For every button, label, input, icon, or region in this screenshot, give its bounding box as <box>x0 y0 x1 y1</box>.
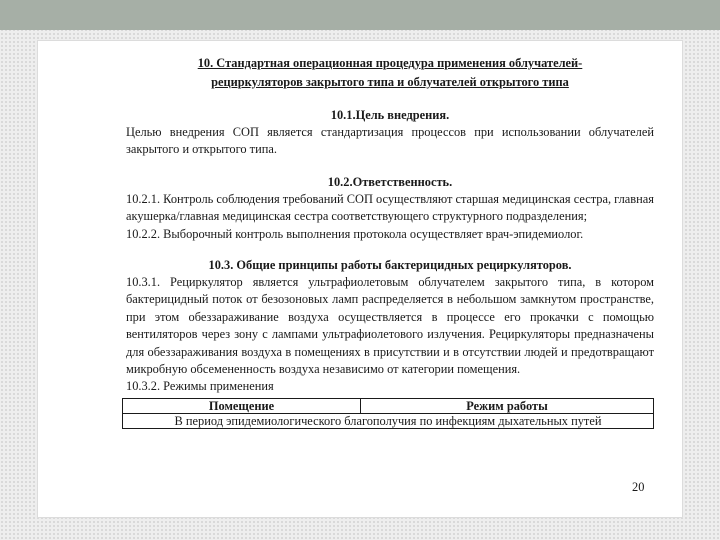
title-line-2: рециркуляторов закрытого типа и облучателей открытого типа <box>211 75 569 89</box>
paragraph-goal: Целью внедрения СОП является стандартизация процессов при использовании облучателей закрытого и открытого типа. <box>126 125 654 157</box>
document-title <box>126 54 654 92</box>
page-number: 20 <box>632 480 645 494</box>
paragraph-10-3-2: 10.3.2. Режимы применения <box>126 379 274 394</box>
title-line-1: 10. Стандартная операционная процедура применения облучателей- <box>197 56 583 70</box>
table-cell-period: В период эпидемиологического благополучия по инфекциям дыхательных путей <box>123 413 654 428</box>
table-row <box>123 413 654 428</box>
document-content <box>126 54 654 429</box>
table-header-row <box>123 398 654 413</box>
top-bar <box>0 0 720 30</box>
paragraph-10-2-1: 10.2.1. Контроль соблюдения требований СОП осуществляют старшая медицинская сестра, главная акушерка/главная медицинская сестра соответствующего структурного подразделения; <box>126 191 654 224</box>
section-heading-responsibility: 10.2.Ответственность. <box>327 174 453 189</box>
document-page <box>37 40 683 518</box>
section-heading-principles: 10.3. Общие принципы работы бактерицидных рециркуляторов. <box>208 258 572 273</box>
modes-table <box>122 398 654 429</box>
section-heading-goal: 10.1.Цель внедрения. <box>330 108 450 122</box>
table-header-mode: Режим работы <box>361 398 654 413</box>
paragraph-10-3-1: 10.3.1. Рециркулятор является ультрафиолетовым облучателем закрытого типа, в котором бактерицидный поток от безозоновых ламп распределяется в небольшом замкнутом пространстве, при этом обеззараживание воздуха осуществляется в процессе его прокачки с помощью вентиляторов через зону с лампами ультрафиолетового излучения. Рециркуляторы предназначены для обеззараживания воздуха в помещениях в присутствии и в отсутствии людей и предотвращают микробную обсемененность воздуха независимо от категории помещения. <box>126 275 654 377</box>
table-header-room: Помещение <box>123 398 361 413</box>
paragraph-10-2-2: 10.2.2. Выборочный контроль выполнения протокола осуществляет врач-эпидемиолог. <box>126 226 584 241</box>
